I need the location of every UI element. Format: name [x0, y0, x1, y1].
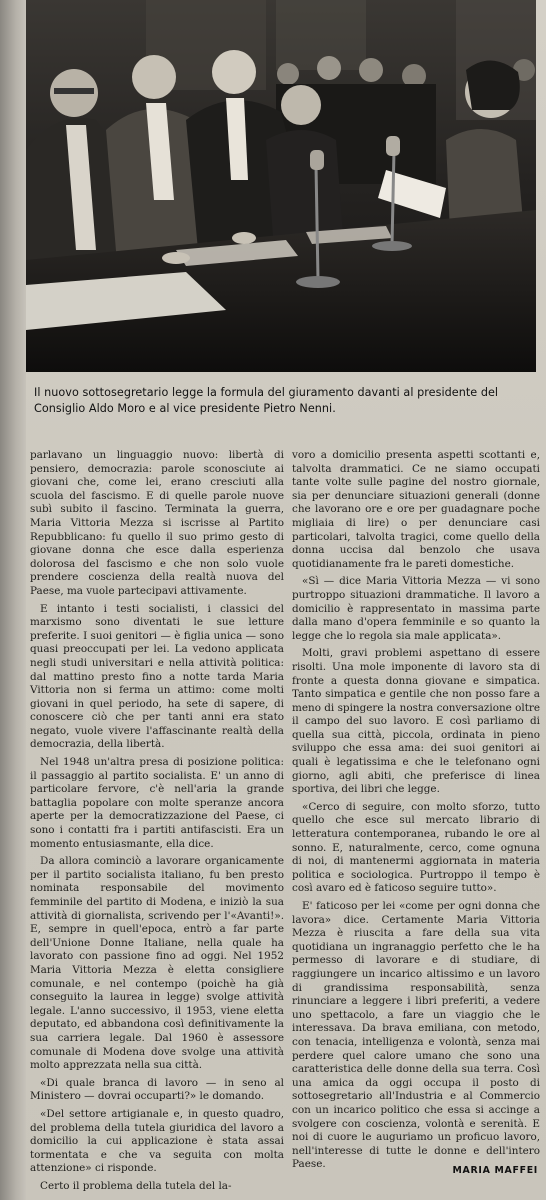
paragraph: Nel 1948 un'altra presa di posizione politica: il passaggio al partito socialista. E' un anno di particolare fervore, c'è nell'aria la grande battaglia popolare con molte speranze ancora aperte per la democratizzazione del Paese, ci sono i contatti fra i partiti antifascisti. Era un momento entusiasmante, ella dice. — [30, 756, 284, 850]
photo-caption: Il nuovo sottosegretario legge la formula del giuramento davanti al presidente del Consiglio Aldo Moro e al vice presidente Pietro Nenni. — [34, 386, 499, 415]
paragraph: «Di quale branca di lavoro — in seno al Ministero — dovrai occuparti?» le domando. — [30, 1076, 284, 1103]
paragraph: E' faticoso per lei «come per ogni donna che lavora» dice. Certamente Maria Vittoria Mezza è riuscita a fare della sua vita quotidiana un ingranaggio perfetto che le ha permesso di lavorare e di studiare, di raggiungere un incarico altissimo e un lavoro di grandissima responsabilità, senza rinunciare a leggere i libri preferiti, a vedere uno spettacolo, a fare un viaggio che le interessava. Da brava emiliana, con metodo, con tenacia, intelligenza e volontà, senza mai perdere quel calore umano che sono una caratteristica delle donne della sua terra. Così una amica da oggi occupa il posto di sottosegretario all'Industria e al Commercio con un incarico politico che essa si accinge a svolgere con coscienza, volontà e serenità. E noi di cuore le auguriamo un proficuo lavoro, nell'interesse di tutte le donne e dell'intero Paese. — [292, 900, 540, 1171]
paragraph: Molti, gravi problemi aspettano di essere risolti. Una mole imponente di lavoro sta di fronte a questa donna giovane e simpatica. Tanto simpatica e gentile che non posso fare a meno di spingere la nostra conversazione oltre il campo del suo lavoro. E così parliamo di quella sua città, piccola, ordinata in pieno sviluppo che essa ama: dei suoi genitori ai quali è legatissima e che le telefonano ogni giorno, agli abiti, che preferisce di linea sportiva, dei libri che legge. — [292, 647, 540, 796]
paragraph: «Sì — dice Maria Vittoria Mezza — vi sono purtroppo situazioni drammatiche. Il lavoro a domicilio è rappresentato in massima parte dalla mano d'opera femminile e so quanto la legge che lo regola sia male applicata». — [292, 575, 540, 642]
paragraph: «Del settore artigianale e, in questo quadro, del problema della tutela giuridica del lavoro a domicilio la cui applicazione è stata assai tormentata e che va seguita con molta attenzione» ci risponde. — [30, 1107, 284, 1175]
paragraph: Certo il problema della tutela del la- — [40, 1179, 232, 1192]
paragraph: parlavano un linguaggio nuovo: libertà di pensiero, democrazia: parole sconosciute ai giovani che, come lei, erano cresciuti alla scuola del fascismo. E di quelle parole nuove subì subito il fascino. Terminata la guerra, Maria Vittoria Mezza si iscrisse al Partito Repubblicano: fu quello il suo primo gesto di giovane donna che esce dalla esperienza dolorosa del fascismo e che non solo vuole prendere coscienza della realtà nuova del Paese, ma vuole partecipavi attivamente. — [30, 449, 284, 597]
paragraph: voro a domicilio presenta aspetti scottanti e, talvolta drammatici. Ce ne siamo occupati tante volte sulle pagine del nostro giornale, sia per denunciare situazioni generali (donne che lavorano ore e ore per guadagnare poche migliaia di lire) o per denunciare casi particolari, talvolta tragici, come quello della donna uccisa dal benzolo che usava quotidianamente fra le pareti domestiche. — [292, 449, 540, 570]
press-photo — [26, 0, 536, 372]
paragraph: Da allora cominciò a lavorare organicamente per il partito socialista italiano, fu ben presto nominata responsabile del movimento femminile del partito di Modena, e iniziò la sua attività di giornalista, scrivendo per l'«Avanti!». E, sempre in quell'epoca, entrò a far parte dell'Unione Donne Italiane, nella quale ha lavorato con passione fino ad oggi. Nel 1952 Maria Vittoria Mezza è eletta consigliere comunale, e nel contempo (poichè ha già conseguito la laurea in legge) svolge attività legale. L'anno successivo, il 1953, viene eletta deputato, ed abbandona così definitivamente la sua carriera legale. Dal 1960 è assessore comunale di Modena dove svolge una attività molto apprezzata nella sua città. — [30, 855, 284, 1072]
article-column-right — [292, 449, 540, 1176]
page-edge — [0, 0, 26, 1200]
article-column-left — [30, 449, 284, 1197]
paragraph: E intanto i testi socialisti, i classici del marxismo sono diventati le sue letture preferite. I suoi genitori — è figlia unica — sono quasi preoccupati per lei. La vedono applicata negli studi universitari e nella attività politica: dal mattino presto fino a notte tarda Maria Vittoria non si ferma un attimo: come molti giovani in quel periodo, ha sete di sapere, di conoscere ciò che per tanti anni era stato negato, vuole vivere l'affascinante realtà della democrazia, della libertà. — [30, 602, 284, 751]
author-signature: MARIA MAFFEI — [452, 1165, 538, 1176]
paragraph: «Cerco di seguire, con molto sforzo, tutto quello che esce sul mercato librario di letteratura contemporanea, rubando le ore al sonno. E, naturalmente, cerco, come ognuna di noi, di mantenermi aggiornata in materia politica e sociologica. Purtroppo il tempo è così avaro ed è faticoso seguire tutto». — [292, 800, 540, 895]
